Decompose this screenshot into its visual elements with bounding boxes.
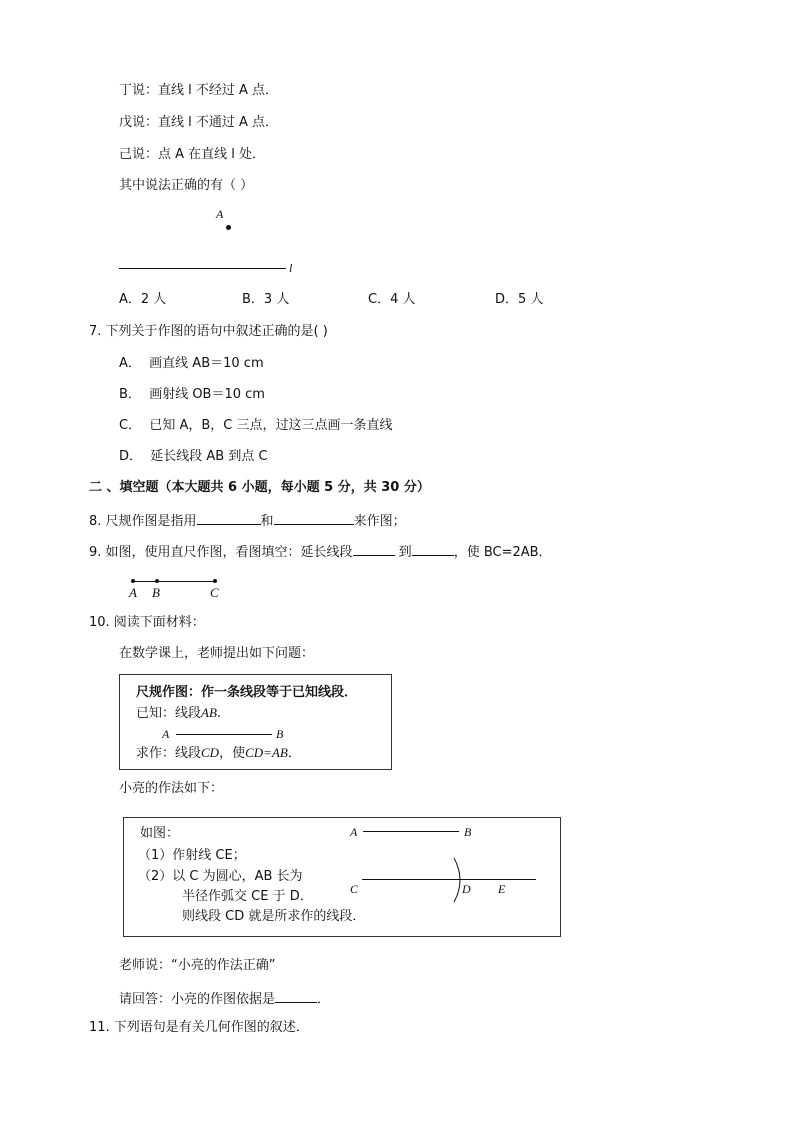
q6-option-c: C．4 人 bbox=[368, 292, 416, 307]
q6-option-d: D．5 人 bbox=[495, 292, 544, 307]
q10-answer: 请回答：小亮的作图依据是 ． bbox=[119, 992, 331, 1007]
q6-option-a: A．2 人 bbox=[119, 292, 167, 307]
line-l bbox=[119, 268, 286, 269]
q8-blank-2[interactable] bbox=[274, 512, 354, 525]
q9-label-b: B bbox=[152, 585, 160, 600]
method-point-e: E bbox=[498, 882, 506, 896]
q9-blank-2[interactable] bbox=[412, 543, 454, 556]
method-ray-ce bbox=[362, 879, 536, 880]
q9-label-c: C bbox=[210, 585, 219, 600]
q9-blank-1[interactable] bbox=[353, 543, 395, 556]
q10-stem: 10. 阅读下面材料： bbox=[89, 615, 205, 630]
q9-label-a: A bbox=[129, 585, 137, 600]
method-segment-ab bbox=[363, 831, 459, 832]
method-point-a: A bbox=[350, 825, 358, 839]
method-point-c: C bbox=[350, 882, 359, 896]
q11-stem: 11. 下列语句是有关几何作图的叙述． bbox=[89, 1020, 309, 1035]
q9-text: 9. 如图，使用直尺作图，看图填空：延长线段 到 ，使 BC=2AB． bbox=[89, 545, 552, 560]
problem-find: 求作：线段CD，使CD=AB． bbox=[136, 745, 301, 761]
method-line-4: 半径作弧交 CE 于 D． bbox=[182, 889, 313, 904]
method-line-1: 如图： bbox=[140, 826, 180, 841]
point-a-label: A bbox=[216, 207, 224, 221]
q10-answer-blank[interactable] bbox=[275, 990, 317, 1003]
method-line-2: （1）作射线 CE； bbox=[138, 848, 246, 863]
point-a-dot bbox=[226, 225, 231, 230]
method-intro: 小亮的作法如下： bbox=[119, 781, 224, 796]
method-line-5: 则线段 CD 就是所求作的线段． bbox=[182, 909, 366, 924]
q9-segment bbox=[134, 581, 216, 582]
q10-intro: 在数学课上，老师提出如下问题： bbox=[119, 646, 315, 661]
problem-seg-a: A bbox=[162, 727, 170, 741]
statement-wu: 戊说：直线 l 不通过 A 点． bbox=[119, 115, 279, 130]
q8-text: 8. 尺规作图是指用 和 来作图； bbox=[89, 514, 406, 529]
method-line-3: （2）以 C 为圆心，AB 长为 bbox=[138, 869, 303, 884]
problem-segment bbox=[176, 734, 272, 735]
q9-point-c bbox=[213, 579, 217, 583]
method-box bbox=[123, 817, 561, 937]
method-arc bbox=[450, 856, 470, 906]
q7-stem: 7. 下列关于作图的语句中叙述正确的是( ) bbox=[89, 324, 328, 339]
q6-option-b: B．3 人 bbox=[242, 292, 290, 307]
teacher-comment: 老师说：“小亮的作法正确” bbox=[119, 958, 276, 973]
problem-box bbox=[119, 674, 392, 770]
method-point-d: D bbox=[462, 882, 471, 896]
statement-ding: 丁说：直线 l 不经过 A 点． bbox=[119, 83, 279, 98]
q7-option-a: A． 画直线 AB＝10 cm bbox=[119, 356, 264, 371]
problem-title: 尺规作图：作一条线段等于已知线段． bbox=[136, 685, 358, 700]
statement-ji: 己说：点 A 在直线 l 处． bbox=[119, 147, 266, 162]
q7-option-d: D． 延长线段 AB 到点 C bbox=[119, 449, 268, 464]
q7-option-b: B． 画射线 OB＝10 cm bbox=[119, 387, 265, 402]
q9-point-a bbox=[131, 579, 135, 583]
q6-prompt: 其中说法正确的有（ ） bbox=[119, 178, 254, 193]
q7-option-c: C． 已知 A，B，C 三点，过这三点画一条直线 bbox=[119, 418, 393, 433]
problem-seg-b: B bbox=[276, 727, 284, 741]
line-l-label: l bbox=[289, 261, 293, 275]
section-title: 二 、填空题（本大题共 6 小题，每小题 5 分，共 30 分） bbox=[89, 480, 430, 495]
q9-point-b bbox=[155, 579, 159, 583]
q8-blank-1[interactable] bbox=[197, 512, 261, 525]
problem-given: 已知：线段AB. bbox=[136, 705, 222, 721]
method-point-b: B bbox=[464, 825, 472, 839]
